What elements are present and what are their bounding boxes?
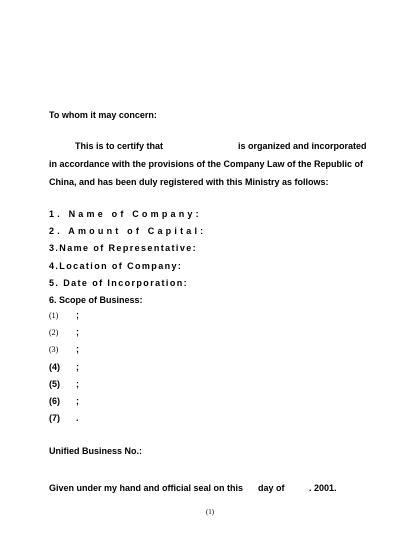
certify-text-start: This is to certify that: [75, 141, 164, 151]
scope-item-punct: ;: [76, 327, 79, 337]
scope-item-number: (1): [49, 311, 59, 320]
scope-item-number: (3): [49, 345, 59, 354]
given-under-seal-text: Given under my hand and official seal on this: [49, 483, 244, 493]
field-location: 4.Location of Company:: [49, 261, 183, 271]
body-line-3: China, and has been duly registered with this Ministry as follows:: [49, 177, 329, 187]
scope-item-punct: .: [76, 413, 79, 423]
scope-item-punct: ;: [76, 379, 79, 389]
field-company-name: 1. Name of Company:: [49, 209, 202, 219]
body-line-2: in accordance with the provisions of the Company Law of the Republic of: [49, 159, 364, 169]
scope-item-punct: ;: [76, 396, 79, 406]
field-amount-capital: 2. Amount of Capital:: [49, 226, 207, 236]
scope-item-number: (6): [49, 396, 60, 406]
scope-item-punct: ;: [76, 362, 79, 372]
scope-item-number: (7): [49, 413, 60, 423]
field-scope-business: 6. Scope of Business:: [49, 295, 143, 305]
scope-item-punct: ;: [76, 310, 79, 320]
scope-item-number: (2): [49, 328, 59, 337]
field-representative: 3.Name of Representative:: [49, 243, 198, 253]
field-date-incorporation: 5. Date of Incorporation:: [49, 278, 189, 288]
salutation: To whom it may concern:: [49, 110, 157, 120]
page-number: (1): [205, 508, 215, 516]
day-of-text: day of: [258, 483, 285, 493]
certify-text-end: is organized and incorporated: [238, 141, 367, 151]
unified-business-no-label: Unified Business No.:: [49, 446, 143, 456]
scope-item-punct: ;: [76, 344, 79, 354]
scope-item-number: (4): [49, 362, 60, 372]
year-text: . 2001.: [309, 483, 337, 493]
scope-item-number: (5): [49, 379, 60, 389]
